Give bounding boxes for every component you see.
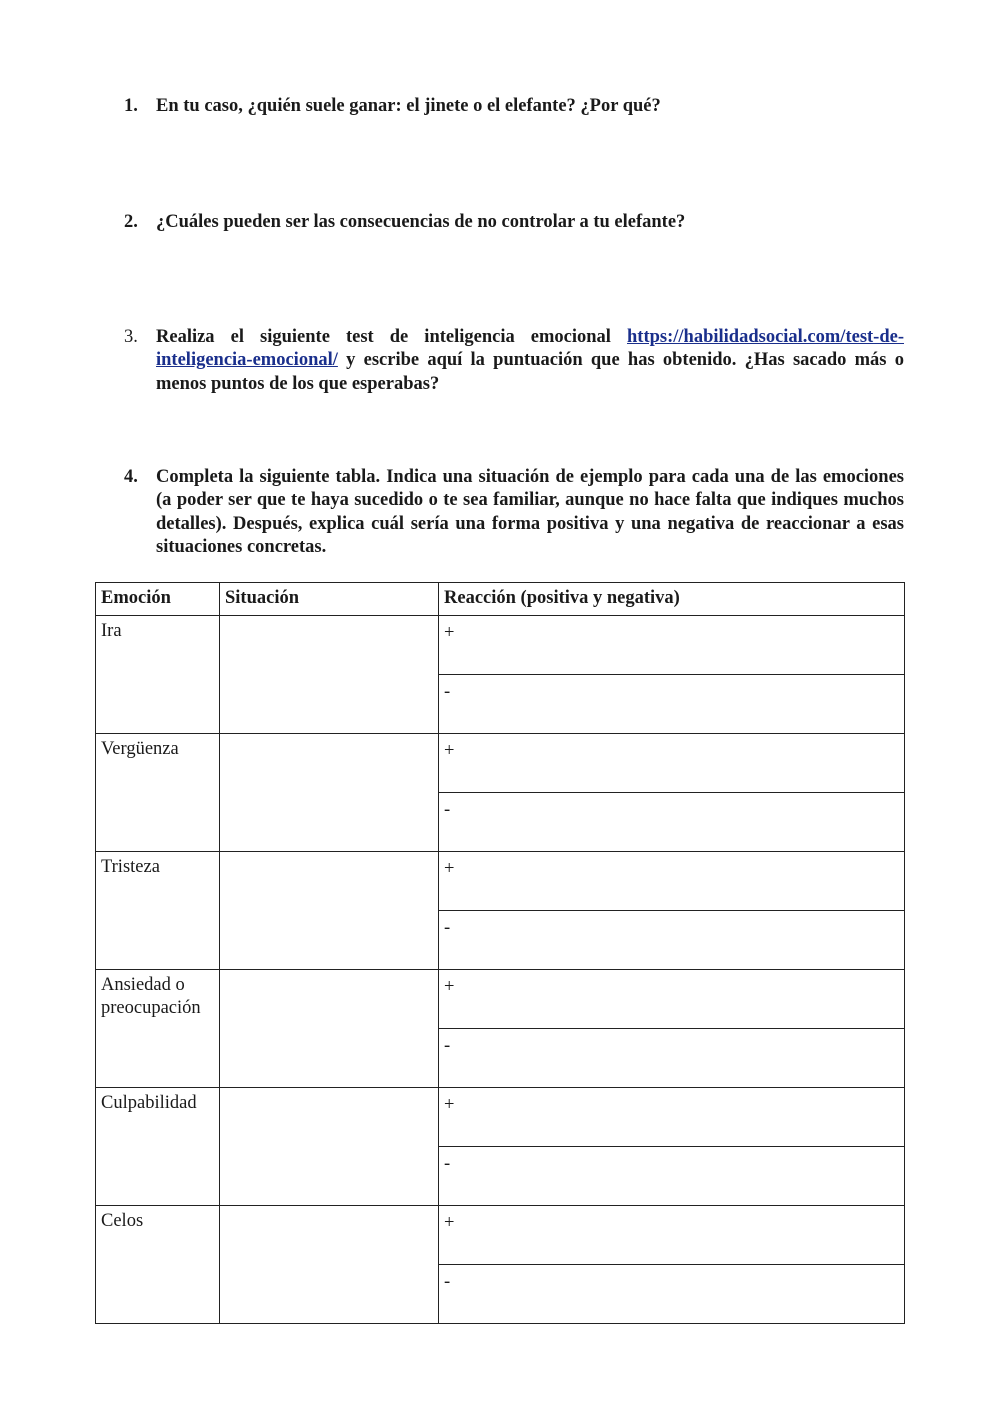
question-text: Completa la siguiente tabla. Indica una situación de ejemplo para cada una de las emociones (a poder ser que te haya sucedido o te sea familiar, aunque no hace falta que indiques muchos detalles). Después, explica cuál sería una forma positiva y una negativa de reaccionar a esas situaciones concretas.	[156, 467, 904, 557]
positive-reaction-cell[interactable]: +	[439, 616, 905, 675]
header-situation: Situación	[220, 583, 439, 616]
situation-cell[interactable]	[220, 1206, 439, 1324]
question-number: 4.	[124, 467, 138, 487]
situation-cell[interactable]	[220, 616, 439, 734]
question-4	[124, 466, 904, 559]
positive-reaction-cell[interactable]: +	[439, 852, 905, 911]
emotion-cell: Vergüenza	[96, 734, 220, 852]
negative-reaction-cell[interactable]: -	[439, 1147, 905, 1206]
question-number: 2.	[124, 212, 138, 232]
table-header-row	[96, 583, 905, 616]
situation-cell[interactable]	[220, 1088, 439, 1206]
positive-reaction-cell[interactable]: +	[439, 734, 905, 793]
emotions-table	[95, 582, 905, 1324]
positive-reaction-cell[interactable]: +	[439, 1088, 905, 1147]
question-text: ¿Cuáles pueden ser las consecuencias de no controlar a tu elefante?	[156, 212, 686, 232]
question-3	[124, 326, 904, 396]
table-row	[96, 970, 905, 1029]
question-number: 3.	[124, 327, 138, 347]
question-number: 1.	[124, 96, 138, 116]
negative-reaction-cell[interactable]: -	[439, 1029, 905, 1088]
table-row	[96, 1206, 905, 1265]
table-row	[96, 734, 905, 793]
question-2	[124, 211, 904, 234]
emotion-cell: Celos	[96, 1206, 220, 1324]
question-text-before-link: Realiza el siguiente test de inteligencia emocional	[156, 327, 627, 347]
negative-reaction-cell[interactable]: -	[439, 675, 905, 734]
table-row	[96, 1088, 905, 1147]
positive-reaction-cell[interactable]: +	[439, 1206, 905, 1265]
emotion-cell: Culpabilidad	[96, 1088, 220, 1206]
emotion-cell: Ansiedad o preocupación	[96, 970, 220, 1088]
header-emotion: Emoción	[96, 583, 220, 616]
question-text: En tu caso, ¿quién suele ganar: el jinete o el elefante? ¿Por qué?	[156, 96, 661, 116]
question-text-after-link: y escribe aquí la puntuación que has obtenido. ¿Has sacado más o menos puntos de los que esperabas?	[156, 350, 904, 394]
negative-reaction-cell[interactable]: -	[439, 1265, 905, 1324]
situation-cell[interactable]	[220, 852, 439, 970]
situation-cell[interactable]	[220, 734, 439, 852]
test-link[interactable]: https://habilidadsocial.com/test-de-inteligencia-emocional/	[156, 327, 904, 371]
question-1	[124, 95, 904, 118]
emotion-cell: Ira	[96, 616, 220, 734]
table-row	[96, 616, 905, 675]
negative-reaction-cell[interactable]: -	[439, 911, 905, 970]
positive-reaction-cell[interactable]: +	[439, 970, 905, 1029]
situation-cell[interactable]	[220, 970, 439, 1088]
negative-reaction-cell[interactable]: -	[439, 793, 905, 852]
emotion-cell: Tristeza	[96, 852, 220, 970]
header-reaction: Reacción (positiva y negativa)	[439, 583, 905, 616]
table-row	[96, 852, 905, 911]
